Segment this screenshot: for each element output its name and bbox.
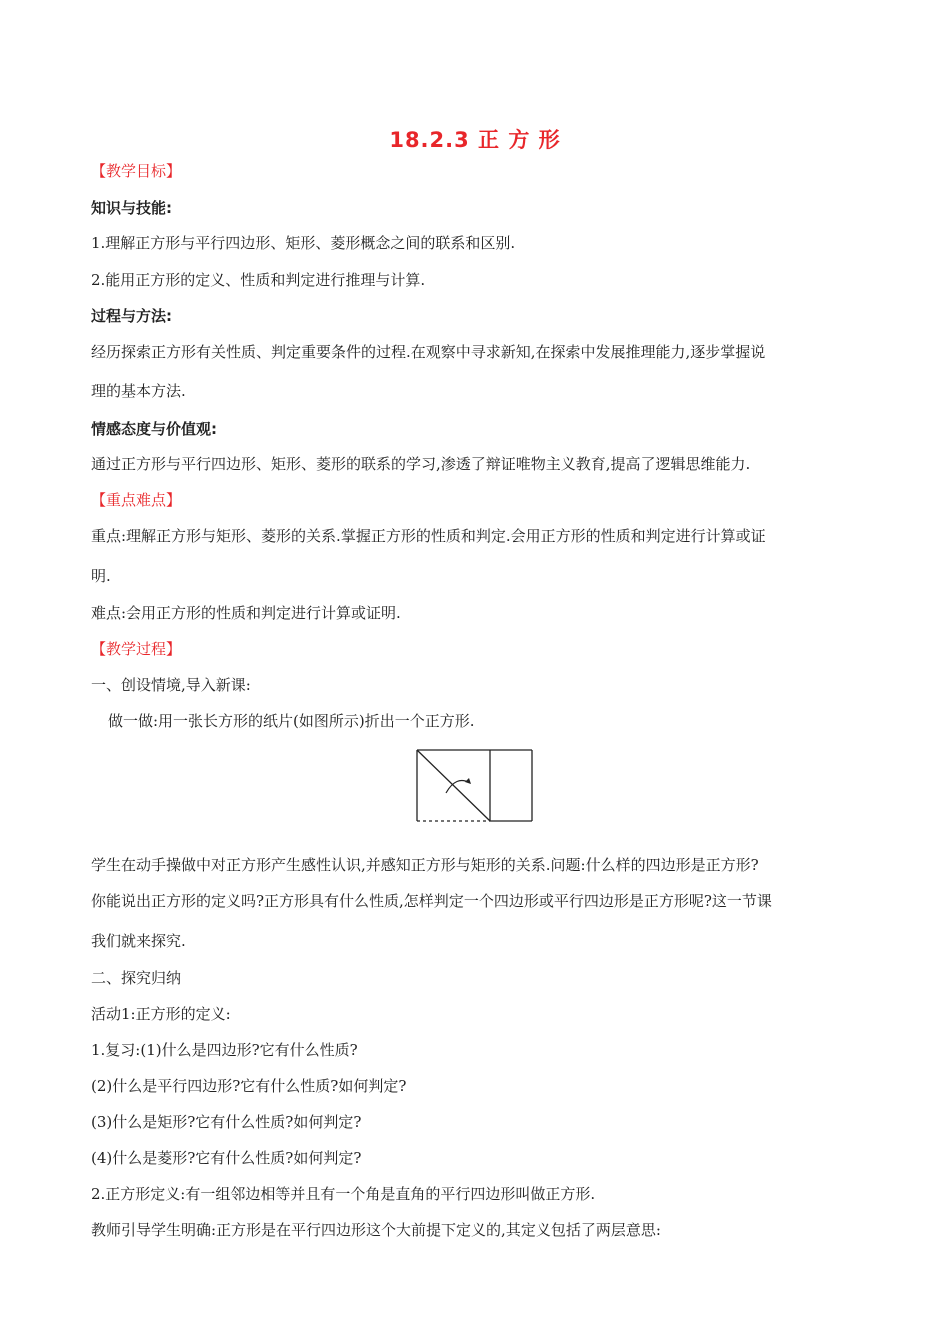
page-title: 18.2.3 正 方 形 <box>389 128 561 152</box>
keypoint-text-1: 重点:理解正方形与矩形、菱形的关系.掌握正方形的性质和判定.会用正方形的性质和判定进行计算或证 <box>91 527 766 545</box>
keypoint-text-2: 明. <box>91 567 111 585</box>
paragraph-1-line-2: 你能说出正方形的定义吗?正方形具有什么性质,怎样判定一个四边形或平行四边形是正方形呢?这一节课 <box>91 892 772 910</box>
paragraph-1-line-3: 我们就来探究. <box>91 932 186 950</box>
part2-heading: 二、探究归纳 <box>91 969 182 987</box>
emotion-text: 通过正方形与平行四边形、矩形、菱形的联系的学习,渗透了辩证唯物主义教育,提高了逻辑思维能力. <box>91 455 751 473</box>
teacher-guide-text: 教师引导学生明确:正方形是在平行四边形这个大前提下定义的,其定义包括了两层意思: <box>91 1221 661 1239</box>
part1-heading: 一、创设情境,导入新课: <box>91 676 251 694</box>
knowledge-item-1: 1.理解正方形与平行四边形、矩形、菱形概念之间的联系和区别. <box>91 234 516 252</box>
section-heading-keypoints: 【重点难点】 <box>91 491 182 509</box>
activity-intro: 做一做:用一张长方形的纸片(如图所示)折出一个正方形. <box>108 712 475 730</box>
review-item-2: (2)什么是平行四边形?它有什么性质?如何判定? <box>91 1077 407 1095</box>
review-item-1: 1.复习:(1)什么是四边形?它有什么性质? <box>91 1041 358 1059</box>
emotion-heading: 情感态度与价值观: <box>91 420 217 438</box>
process-text-2: 理的基本方法. <box>91 382 186 400</box>
definition-text: 2.正方形定义:有一组邻边相等并且有一个角是直角的平行四边形叫做正方形. <box>91 1185 596 1203</box>
section-heading-objectives: 【教学目标】 <box>91 162 182 180</box>
figure-diagonal <box>417 750 490 821</box>
knowledge-heading: 知识与技能: <box>91 199 172 217</box>
section-heading-process: 【教学过程】 <box>91 640 182 658</box>
activity1-heading: 活动1:正方形的定义: <box>91 1005 231 1023</box>
process-text-1: 经历探索正方形有关性质、判定重要条件的过程.在观察中寻求新知,在探索中发展推理能力,逐步掌握说 <box>91 343 766 361</box>
review-item-4: (4)什么是菱形?它有什么性质?如何判定? <box>91 1149 362 1167</box>
paper-fold-figure <box>416 749 534 823</box>
paragraph-1-line-1: 学生在动手操做中对正方形产生感性认识,并感知正方形与矩形的关系.问题:什么样的四边形是正方形? <box>91 856 759 874</box>
difficulty-text: 难点:会用正方形的性质和判定进行计算或证明. <box>91 604 401 622</box>
process-heading: 过程与方法: <box>91 307 172 325</box>
knowledge-item-2: 2.能用正方形的定义、性质和判定进行推理与计算. <box>91 271 426 289</box>
review-item-3: (3)什么是矩形?它有什么性质?如何判定? <box>91 1113 362 1131</box>
